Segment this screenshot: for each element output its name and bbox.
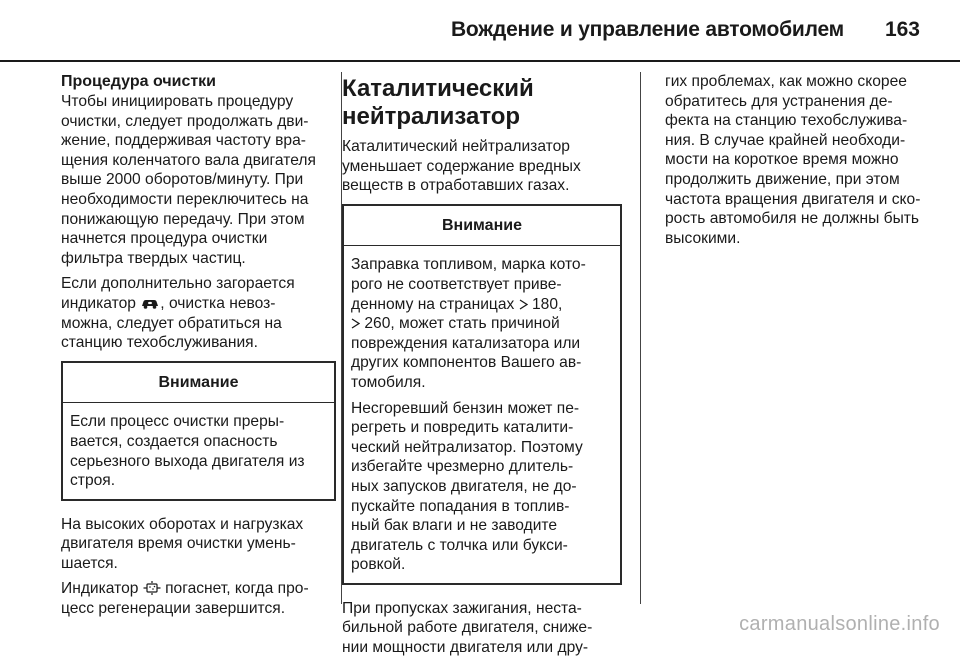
text-line: При пропусках зажигания, неста- <box>342 599 582 617</box>
text-line: высокими. <box>665 229 741 247</box>
warning-box <box>61 361 336 501</box>
text-fragment: , может стать причиной <box>390 315 560 333</box>
text-line: веществ в отработавших газах. <box>342 177 570 195</box>
column-divider <box>640 72 641 604</box>
text-line: понижающую передачу. При этом <box>61 210 305 228</box>
text-line <box>351 314 613 334</box>
paragraph <box>351 255 613 392</box>
text-line: начнется процедура очистки <box>61 230 268 248</box>
page-reference-icon[interactable] <box>519 299 528 310</box>
text-line: ческий нейтрализатор. Поэтому <box>351 438 583 456</box>
text-line: избегайте чрезмерно длитель- <box>351 458 574 476</box>
page-ref-link[interactable]: 260 <box>364 315 391 333</box>
text-line: фильтра твердых частиц. <box>61 249 246 267</box>
text-fragment: погаснет, когда про- <box>160 580 309 598</box>
text-line: Каталитический нейтрализатор <box>342 138 570 155</box>
page-ref-link[interactable]: 180 <box>532 295 559 313</box>
text-line: шается. <box>61 554 118 572</box>
text-line: фекта на станцию техобслужива- <box>665 112 908 130</box>
text-line: бильной работе двигателя, сниже- <box>342 619 593 637</box>
paragraph <box>61 579 336 618</box>
text-line: жение, поддерживая частоту вра- <box>61 132 306 150</box>
warning-body <box>63 403 334 498</box>
text-fragment: индикатор <box>61 294 141 312</box>
text-line: повреждения катализатора или <box>351 334 581 352</box>
text-line: гих проблемах, как можно скорее <box>665 73 907 90</box>
page-reference-icon[interactable] <box>351 318 360 329</box>
page-number: 163 <box>884 18 920 41</box>
text-line: других компонентов Вашего ав- <box>351 354 582 372</box>
watermark: carmanualsonline.info <box>739 613 940 635</box>
heading-line: Каталитический <box>342 75 534 102</box>
paragraph <box>351 399 613 575</box>
text-line: Если дополнительно загорается <box>61 275 295 293</box>
particle-filter-icon <box>143 580 161 596</box>
text-line: рость автомобиля не должны быть <box>665 210 920 228</box>
text-line: щения коленчатого вала двигателя <box>61 151 316 169</box>
paragraph <box>342 137 622 196</box>
text-line: На высоких оборотах и нагрузках <box>61 515 304 533</box>
text-line: обратитесь для устранения де- <box>665 92 893 110</box>
column-2 <box>342 75 622 664</box>
header-rule <box>0 60 960 62</box>
paragraph <box>342 599 622 658</box>
text-line: ровкой. <box>351 556 406 574</box>
text-line: двигатель с толчка или букси- <box>351 536 568 554</box>
header-title: Вождение и управление автомобилем <box>450 18 844 41</box>
text-line: двигателя время очистки умень- <box>61 535 296 553</box>
text-line: серьезного выхода двигателя из <box>70 452 305 470</box>
warning-heading: Внимание <box>344 206 620 247</box>
warning-body <box>344 246 620 583</box>
paragraph <box>665 72 930 248</box>
text-line: Чтобы инициировать процедуру <box>61 93 294 110</box>
text-line: пускайте попадания в топлив- <box>351 497 570 515</box>
text-line: ния. В случае крайней необходи- <box>665 131 906 149</box>
text-line: томобиля. <box>351 373 426 391</box>
paragraph <box>61 274 336 352</box>
section-title: Процедура очистки <box>61 73 217 90</box>
text-line: необходимости переключитесь на <box>61 190 309 208</box>
column-1 <box>61 72 336 625</box>
text-line: цесс регенерации завершится. <box>61 600 286 618</box>
column-3 <box>665 72 930 254</box>
paragraph <box>61 515 336 574</box>
text-line: рого не соответствует приве- <box>351 275 562 293</box>
text-line: регреть и повредить каталити- <box>351 419 574 437</box>
text-line: ных запусков двигателя, не до- <box>351 477 577 495</box>
text-line: частота вращения двигателя и ско- <box>665 190 921 208</box>
text-fragment: денному на страницах <box>351 295 519 313</box>
text-fragment: Индикатор <box>61 580 143 598</box>
text-line: Несгоревший бензин может пе- <box>351 399 580 417</box>
text-line: продолжить движение, при этом <box>665 170 900 188</box>
car-wrench-icon <box>140 297 160 309</box>
text-line <box>61 579 336 599</box>
text-line: нии мощности двигателя или дру- <box>342 639 589 657</box>
text-line: станцию техобслуживания. <box>61 334 258 352</box>
heading-line: нейтрализатор <box>342 103 521 130</box>
text-fragment: , очистка невоз- <box>160 294 276 312</box>
text-line: уменьшает содержание вредных <box>342 157 581 175</box>
text-line: Если процесс очистки преры- <box>70 413 285 431</box>
text-line: выше 2000 оборотов/минуту. При <box>61 171 304 189</box>
text-line: ный бак влаги и не заводите <box>351 517 558 535</box>
text-line: строя. <box>70 472 116 490</box>
text-line <box>61 294 336 314</box>
text-line: мости на короткое время можно <box>665 151 899 169</box>
text-line: Заправка топливом, марка кото- <box>351 256 586 274</box>
warning-box <box>342 204 622 585</box>
page-header <box>0 0 960 50</box>
warning-heading: Внимание <box>63 363 334 404</box>
text-line: можна, следует обратиться на <box>61 314 282 332</box>
section-heading <box>342 75 622 131</box>
text-line: денному на страницах 180, <box>351 295 563 313</box>
text-line: очистки, следует продолжать дви- <box>61 112 309 130</box>
text-line: вается, создается опасность <box>70 432 278 450</box>
paragraph <box>61 92 336 268</box>
